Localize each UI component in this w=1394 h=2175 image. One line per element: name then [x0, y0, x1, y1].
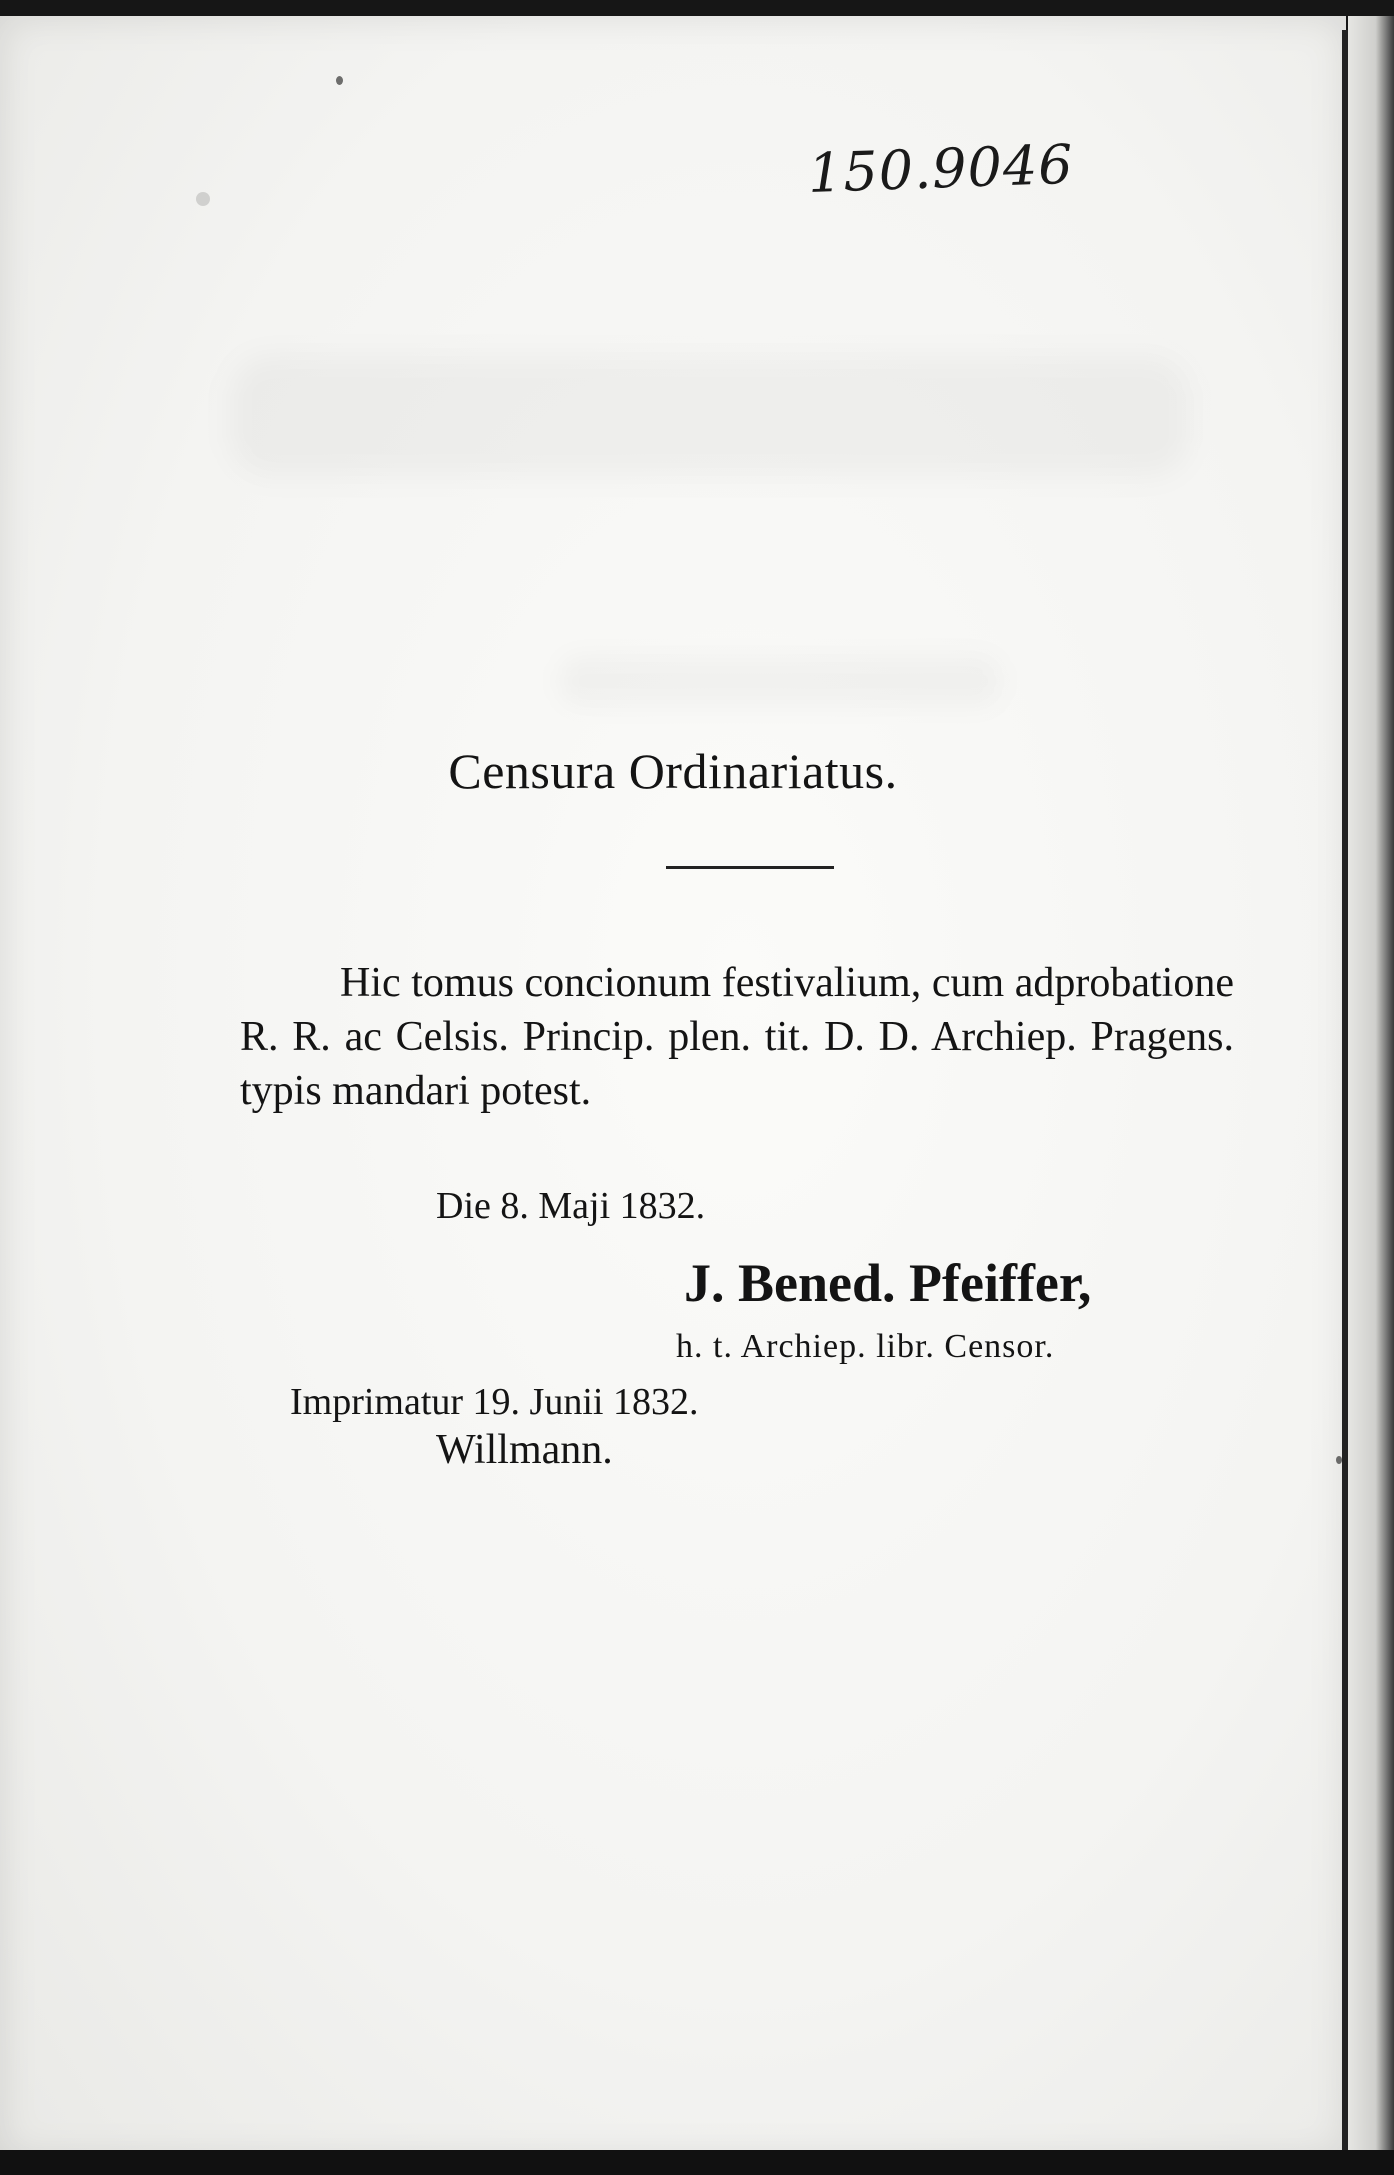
handwritten-catalog-number: 150.9046	[806, 132, 1075, 205]
censor-name: J. Bened. Pfeiffer,	[684, 1253, 1092, 1313]
page-heading: Censura Ordinariatus.	[448, 743, 898, 799]
show-through-shadow	[560, 656, 1000, 706]
ink-speck	[196, 192, 210, 206]
imprimatur-signer: Willmann.	[436, 1427, 613, 1473]
page-edge-right	[1348, 16, 1394, 2158]
heading-divider	[666, 866, 834, 869]
page-edge-bottom	[0, 2150, 1394, 2175]
ink-speck	[336, 76, 343, 85]
show-through-shadow	[230, 356, 1190, 476]
imprimatur-line: Imprimatur 19. Junii 1832.	[290, 1381, 699, 1423]
approval-date: Die 8. Maji 1832.	[436, 1185, 706, 1227]
censor-title: h. t. Archiep. libr. Censor.	[676, 1328, 1055, 1365]
censorship-statement: Hic tomus concionum festivalium, cum adprobatione R. R. ac Celsis. Princip. plen. tit. D. D. Archiep. Pragens. typis mandari potest.	[240, 960, 1234, 1114]
paper-sheet	[0, 16, 1346, 2158]
